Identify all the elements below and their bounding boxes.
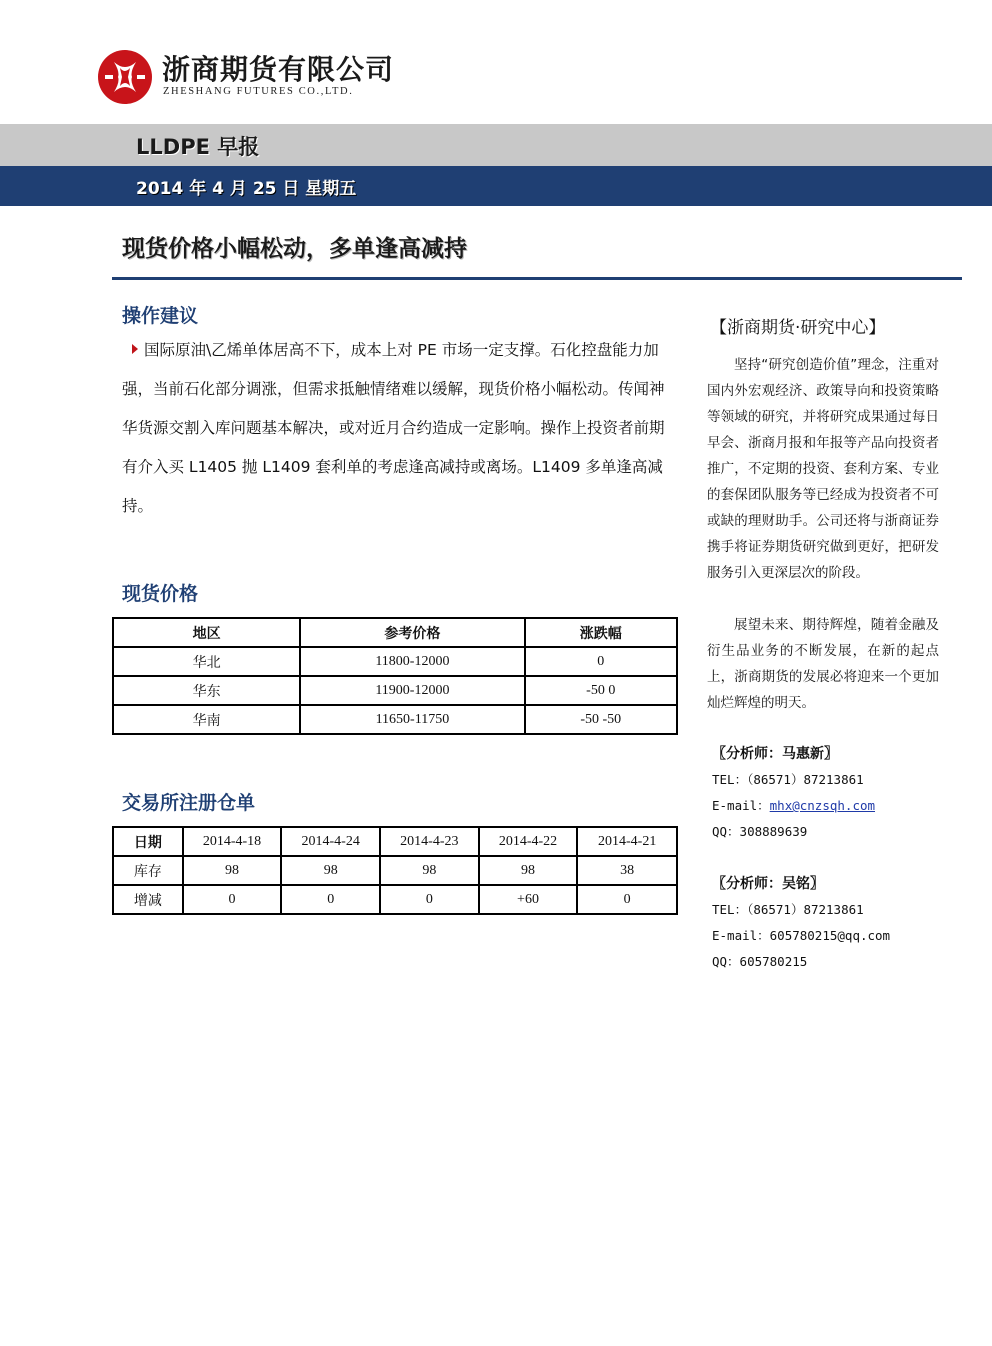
advice-paragraph (122, 331, 672, 526)
research-center-outlook: 展望未来、期待辉煌，随着金融及衍生品业务的不断发展，在新的起点上，浙商期货的发展必将迎来一个更加灿烂辉煌的明天。 (707, 617, 939, 711)
table-header-cell: 2014-4-21 (577, 827, 677, 856)
company-logo-icon (96, 48, 154, 106)
table-header-row (113, 827, 677, 856)
company-name-cn: 浙商期货有限公司 (162, 53, 395, 86)
table-cell: +60 (479, 885, 578, 914)
table-cell: 0 (281, 885, 380, 914)
table-cell: 98 (281, 856, 380, 885)
table-header-cell: 2014-4-18 (183, 827, 282, 856)
research-center-intro: 坚持“研究创造价值”理念，注重对国内外宏观经济、政策导向和投资策略等领域的研究，并将研究成果通过每日早会、浙商月报和年报等产品向投资者推广，不定期的投资、套利方案、专业的套保团队服务等已经成为投资者不可或缺的理财助手。公司还将与浙商证券携手将证券期货研究做到更好，把研发服务引入更深层次的阶段。 (707, 357, 939, 581)
table-cell: 0 (183, 885, 282, 914)
analyst-qq: QQ：605780215 (712, 954, 808, 969)
table-header-cell: 日期 (113, 827, 183, 856)
analyst-email-label: E-mail： (712, 798, 770, 813)
table-cell: 38 (577, 856, 677, 885)
table-cell: 0 (577, 885, 677, 914)
bullet-arrow-icon (132, 344, 138, 354)
research-center-heading: 【浙商期货·研究中心】 (710, 318, 886, 338)
table-cell: 98 (380, 856, 479, 885)
table-cell: 华南 (113, 705, 300, 734)
table-cell: -50 -50 (525, 705, 677, 734)
company-logo (96, 46, 395, 106)
section-title-advice: 操作建议 (122, 305, 199, 327)
table-row (113, 705, 677, 734)
table-header-cell: 地区 (113, 618, 300, 647)
table-row (113, 885, 677, 914)
table-header-cell: 2014-4-22 (479, 827, 578, 856)
table-row (113, 856, 677, 885)
table-header-row (113, 618, 677, 647)
analyst-tel: TEL：（86571）87213861 (712, 772, 864, 787)
table-cell: 11800-12000 (300, 647, 524, 676)
warehouse-receipt-table (112, 826, 678, 915)
analyst-email-link[interactable]: mhx@cnzsqh.com (769, 798, 876, 813)
analyst-email-label: E-mail： (712, 928, 770, 943)
analyst-card (712, 741, 875, 845)
report-date: 2014 年 4 月 25 日 星期五 (136, 179, 357, 199)
analyst-name: 〖分析师：马惠新〗 (712, 746, 838, 762)
advice-text: 国际原油\乙烯单体居高不下，成本上对 PE 市场一定支撑。石化控盘能力加强，当前石化部分调涨，但需求抵触情绪难以缓解，现货价格小幅松动。传闻神华货源交割入库问题基本解决，或对近月合约造成一定影响。操作上投资者前期有介入买 L1405 抛 L1409 套利单的考虑逢高减持或离场。L1409 多单逢高减持。 (122, 341, 665, 515)
table-cell: 11650-11750 (300, 705, 524, 734)
analyst-qq: QQ：308889639 (712, 824, 808, 839)
table-header-cell: 参考价格 (300, 618, 524, 647)
table-header-cell: 2014-4-23 (380, 827, 479, 856)
headline-divider (112, 277, 962, 280)
table-cell: -50 0 (525, 676, 677, 705)
section-title-warehouse: 交易所注册仓单 (122, 792, 256, 814)
section-title-spot: 现货价格 (122, 583, 199, 605)
table-header-cell: 涨跌幅 (525, 618, 677, 647)
analyst-email-line (712, 923, 890, 949)
spot-price-table (112, 617, 678, 735)
analyst-tel: TEL：（86571）87213861 (712, 902, 864, 917)
table-cell: 0 (525, 647, 677, 676)
table-cell: 华北 (113, 647, 300, 676)
table-cell: 98 (479, 856, 578, 885)
headline: 现货价格小幅松动，多单逢高减持 (122, 236, 467, 262)
table-cell: 0 (380, 885, 479, 914)
table-cell: 增减 (113, 885, 183, 914)
analyst-email: 605780215@qq.com (769, 928, 891, 943)
analyst-name: 〖分析师：吴铭〗 (712, 876, 824, 892)
table-row (113, 647, 677, 676)
analyst-card (712, 871, 890, 975)
table-cell: 98 (183, 856, 282, 885)
table-cell: 11900-12000 (300, 676, 524, 705)
analyst-email-line (712, 793, 875, 819)
report-title: LLDPE 早报 (136, 135, 260, 159)
table-row (113, 676, 677, 705)
company-name-en: ZHESHANG FUTURES CO.,LTD. (163, 86, 354, 97)
table-cell: 华东 (113, 676, 300, 705)
table-cell: 库存 (113, 856, 183, 885)
table-header-cell: 2014-4-24 (281, 827, 380, 856)
